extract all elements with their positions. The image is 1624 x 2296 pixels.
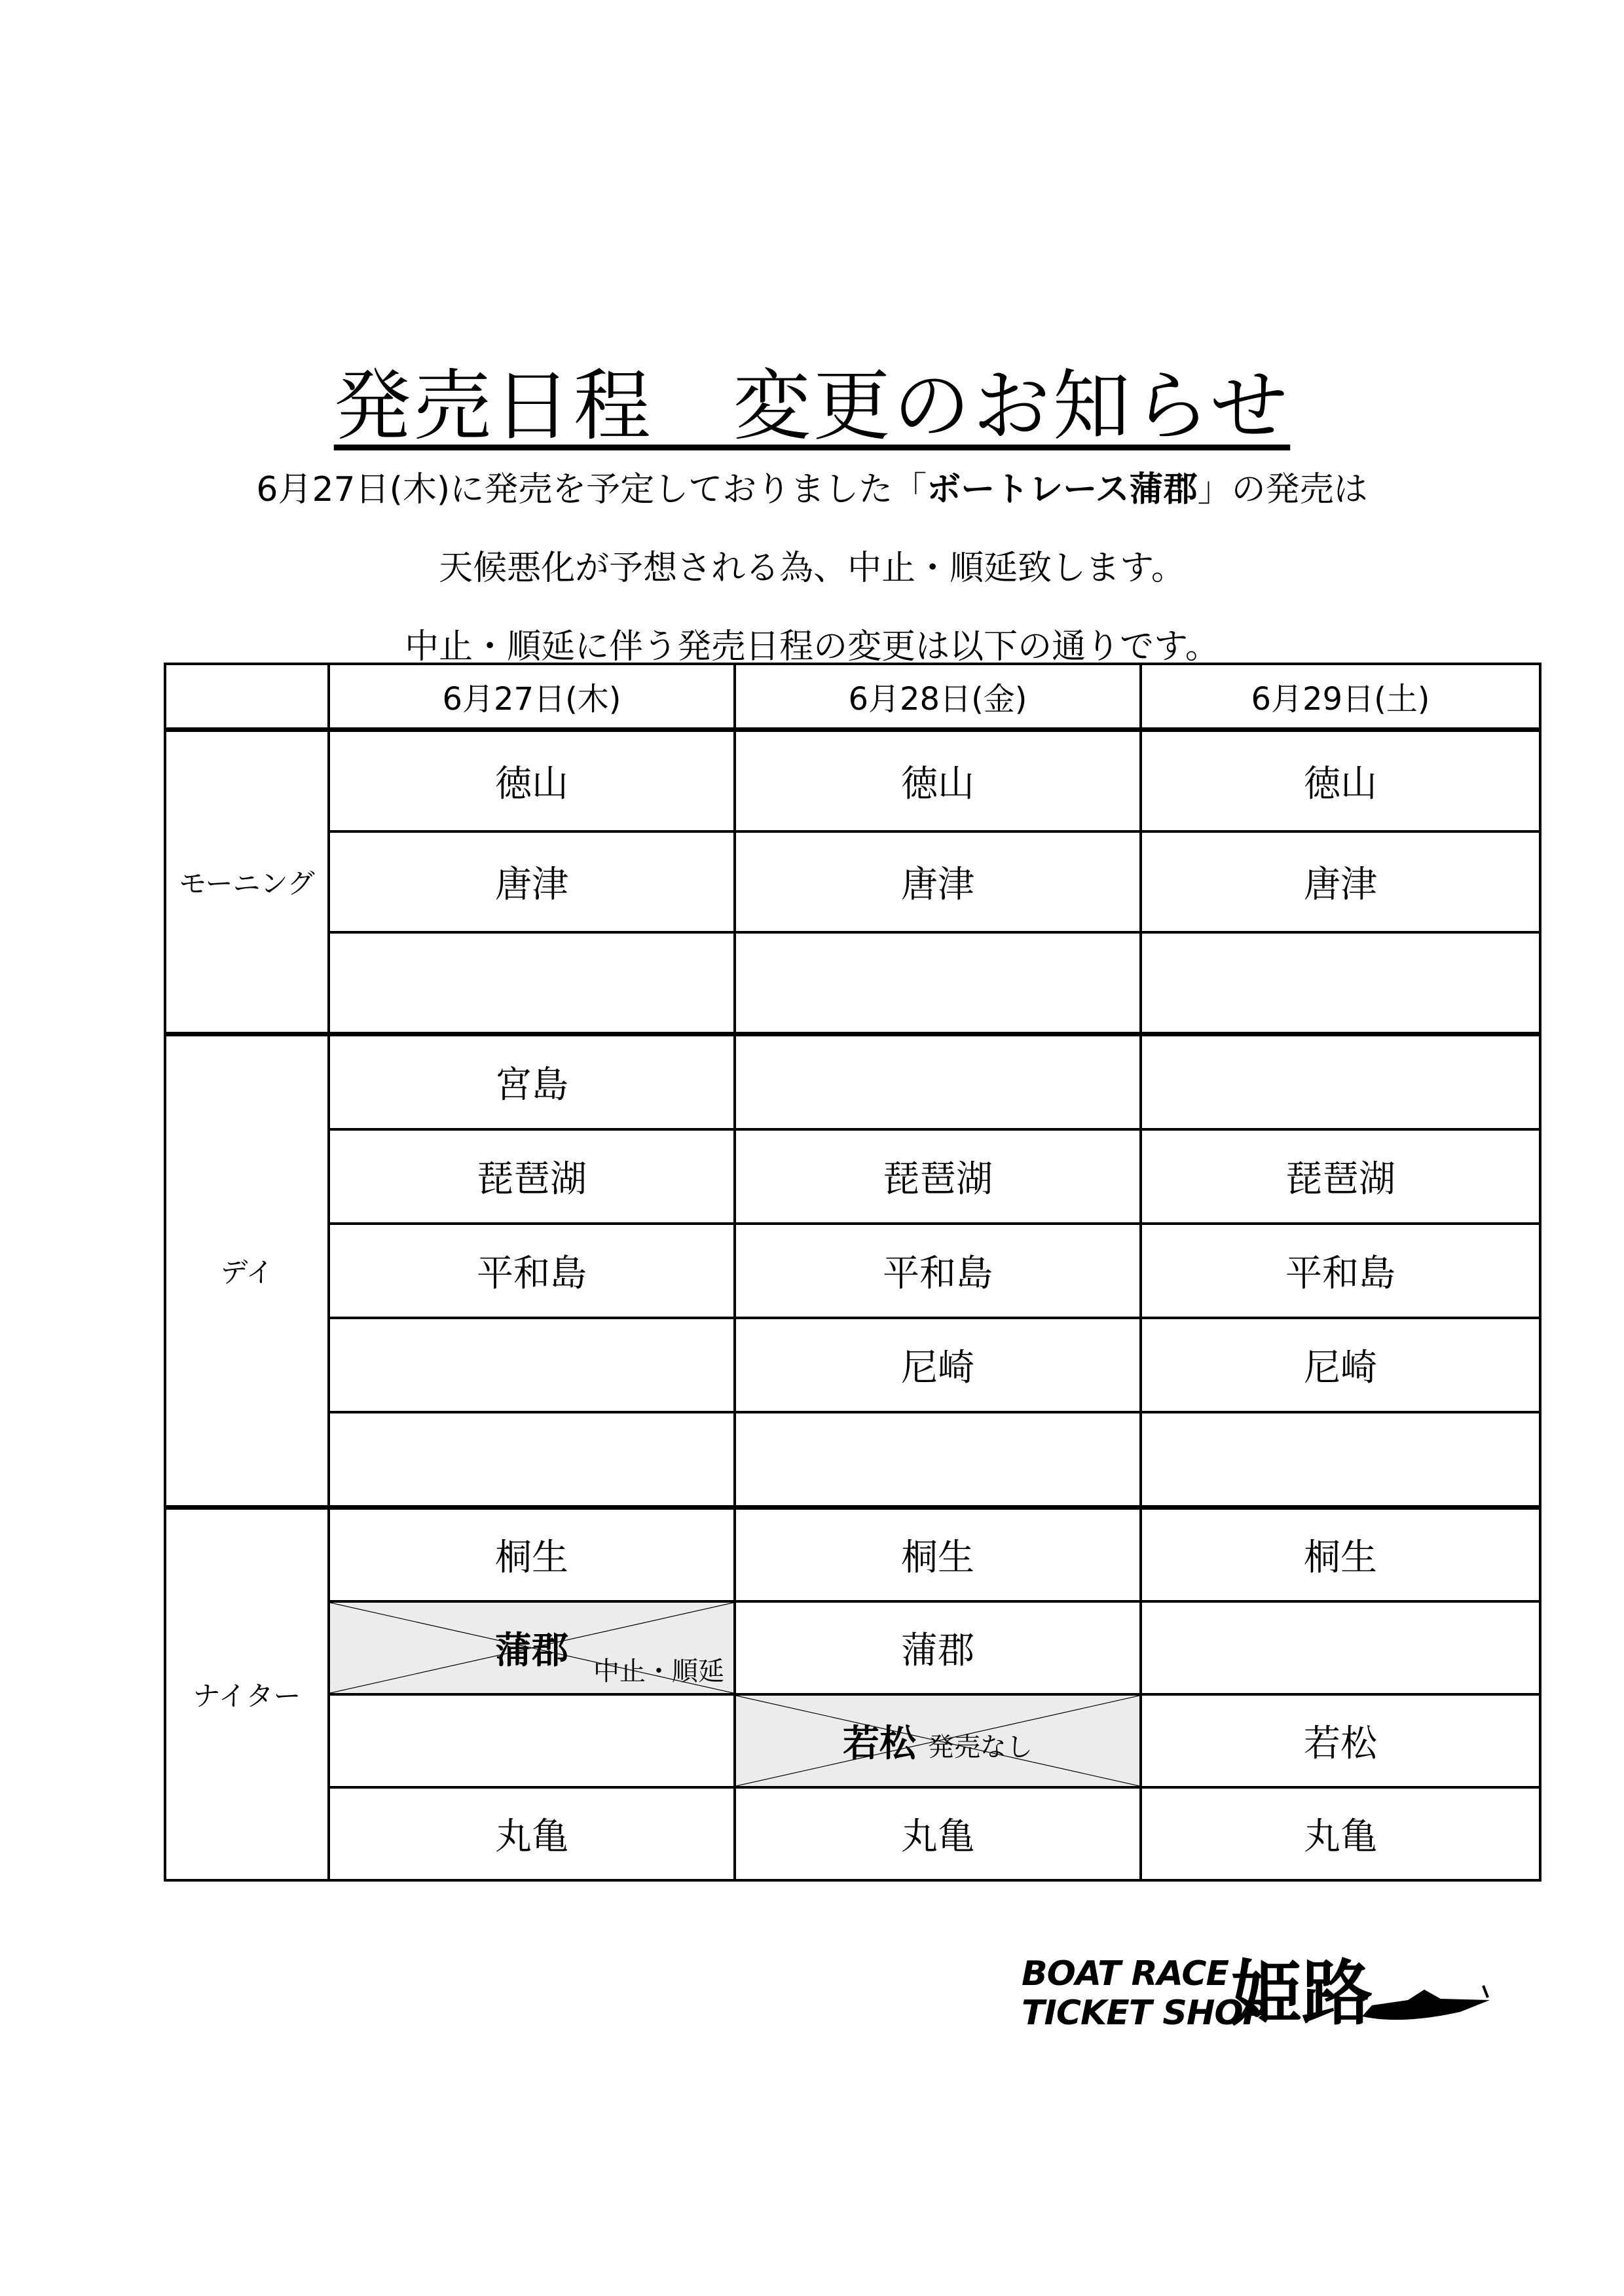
- venue-cell: 桐生: [329, 1508, 735, 1602]
- boat-icon: [1362, 1980, 1493, 2026]
- table-row: [165, 831, 1540, 932]
- venue-cell: 平和島: [735, 1224, 1141, 1318]
- column-header: 6月28日(金): [735, 664, 1141, 730]
- table-row: [165, 1318, 1540, 1412]
- table-row: [165, 1224, 1540, 1318]
- venue-cell: [1141, 1601, 1540, 1694]
- table-row: [165, 1787, 1540, 1880]
- cancelled-note: 中止・順延: [593, 1656, 724, 1686]
- venue-cell: 丸亀: [329, 1787, 735, 1880]
- intro-highlight: ボートレース蒲郡: [927, 470, 1198, 509]
- column-header: 6月29日(土): [1141, 664, 1540, 730]
- venue-cell: 宮島: [329, 1034, 735, 1130]
- venue-cell: [1141, 932, 1540, 1034]
- venue-cell: 徳山: [329, 730, 735, 832]
- intro-text: 」の発売は: [1197, 470, 1368, 509]
- venue-cell: 唐津: [1141, 831, 1540, 932]
- venue-name: 若松: [843, 1722, 916, 1765]
- venue-cell: 琵琶湖: [735, 1129, 1141, 1224]
- venue-cell: 丸亀: [735, 1787, 1141, 1880]
- intro-text: 6月27日(木)に発売を予定しておりました「: [256, 470, 927, 509]
- table-row: [165, 730, 1540, 832]
- venue-cell: 尼崎: [1141, 1318, 1540, 1412]
- venue-cell: [1141, 1034, 1540, 1130]
- venue-cell: [735, 1034, 1141, 1130]
- venue-cell: 尼崎: [735, 1318, 1141, 1412]
- schedule-table: [164, 663, 1541, 1882]
- venue-cell: 平和島: [1141, 1224, 1540, 1318]
- venue-name: 蒲郡: [495, 1630, 568, 1672]
- title-text: 発売日程 変更のお知らせ: [333, 361, 1291, 451]
- venue-cell: [329, 1694, 735, 1787]
- venue-cell: 唐津: [329, 831, 735, 932]
- venue-cell: 徳山: [735, 730, 1141, 832]
- table-row: [165, 1412, 1540, 1508]
- venue-cell: 蒲郡: [735, 1601, 1141, 1694]
- venue-cell: 桐生: [1141, 1508, 1540, 1602]
- intro-line-1: [0, 462, 1624, 511]
- page-title: [0, 344, 1624, 455]
- venue-cell: 平和島: [329, 1224, 735, 1318]
- venue-cell: [329, 1412, 735, 1508]
- logo-text: [1022, 1954, 1267, 2033]
- intro-line-2: 天候悪化が予想される為、中止・順延致します。: [439, 549, 1185, 588]
- category-night: ナイター: [165, 1508, 329, 1881]
- logo-line-2: TICKET SHOP: [1022, 1994, 1267, 2033]
- venue-cell: [329, 932, 735, 1034]
- venue-cell: 唐津: [735, 831, 1141, 932]
- venue-cell: 琵琶湖: [329, 1129, 735, 1224]
- venue-cell: [735, 1412, 1141, 1508]
- intro-line-3: 中止・順延に伴う発売日程の変更は以下の通りです。: [405, 627, 1219, 666]
- category-day: デイ: [165, 1034, 329, 1508]
- no-sale-note: 発売なし: [928, 1732, 1033, 1762]
- logo-line-1: BOAT RACE: [1022, 1954, 1229, 1994]
- venue-cell: [329, 1318, 735, 1412]
- table-row: [165, 1694, 1540, 1787]
- column-header: 6月27日(木): [329, 664, 735, 730]
- table-row: [165, 1601, 1540, 1694]
- venue-cell: [735, 932, 1141, 1034]
- table-row: [165, 1508, 1540, 1602]
- table-row: [165, 932, 1540, 1034]
- venue-cell: [1141, 1412, 1540, 1508]
- no-sale-venue-cell: [735, 1694, 1141, 1787]
- venue-cell: 若松: [1141, 1694, 1540, 1787]
- corner-cell: [165, 664, 329, 730]
- ticket-shop-logo: [1022, 1954, 1519, 2046]
- table-row: [165, 1129, 1540, 1224]
- venue-cell: 丸亀: [1141, 1787, 1540, 1880]
- logo-kanji: 姫路: [1231, 1953, 1373, 2035]
- table-row: [165, 1034, 1540, 1130]
- venue-cell: 桐生: [735, 1508, 1141, 1602]
- cancelled-venue-cell: [329, 1601, 735, 1694]
- venue-cell: 徳山: [1141, 730, 1540, 832]
- venue-cell: 琵琶湖: [1141, 1129, 1540, 1224]
- header-row: [165, 664, 1540, 730]
- cross-out-mark: [736, 1696, 1139, 1786]
- category-morning: モーニング: [165, 730, 329, 1034]
